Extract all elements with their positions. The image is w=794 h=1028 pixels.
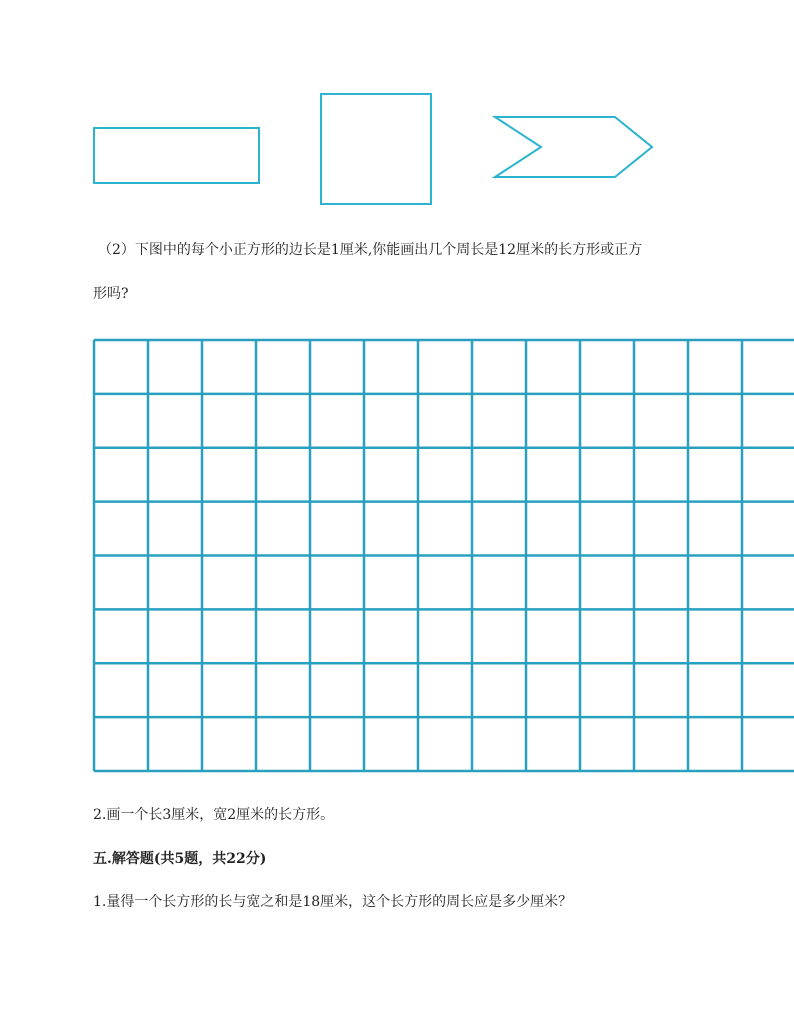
square-figure — [321, 94, 431, 204]
section-5-question-1: 1.量得一个长方形的长与宽之和是18厘米，这个长方形的周长应是多少厘米？ — [93, 894, 573, 910]
rectangle-figure — [94, 128, 259, 183]
question-2-line-2: 形吗? — [93, 286, 129, 302]
arrow-figure — [495, 117, 652, 177]
section-5-heading: 五.解答题(共5题，共22分) — [93, 851, 267, 867]
question-2-line-1: （2）下图中的每个小正方形的边长是1厘米,你能画出几个周长是12厘米的长方形或正方 — [98, 242, 643, 258]
figures-panel — [0, 0, 794, 220]
draw-rectangle-task: 2.画一个长3厘米，宽2厘米的长方形。 — [93, 807, 335, 823]
